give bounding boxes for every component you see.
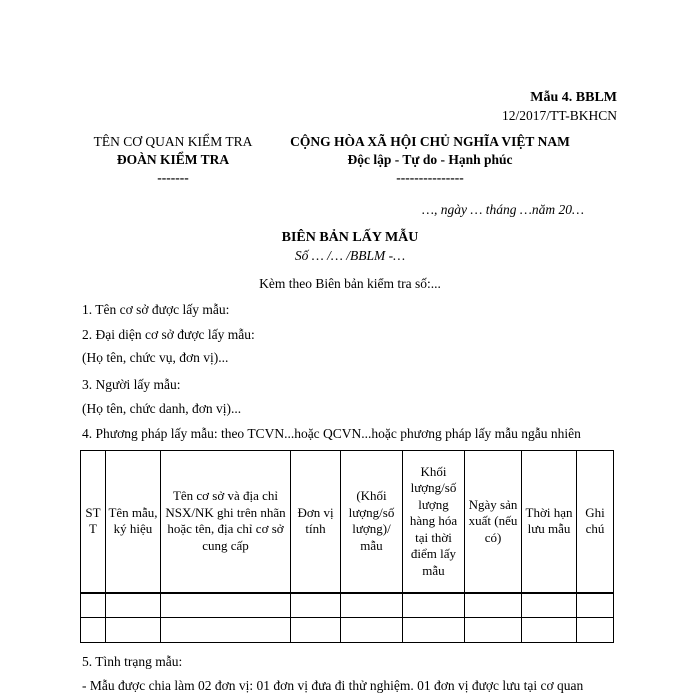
table-cell[interactable] xyxy=(106,593,161,618)
country-name: CỘNG HÒA XÃ HỘI CHỦ NGHĨA VIỆT NAM xyxy=(290,134,570,149)
field-sampler-details: (Họ tên, chức danh, đơn vị)... xyxy=(82,401,242,416)
table-cell[interactable] xyxy=(291,618,341,643)
header-goods-quantity: Khối lượng/số lượng hàng hóa tại thời điểm lấy mẫu xyxy=(403,451,465,593)
table-cell[interactable] xyxy=(341,593,403,618)
motto-divider: --------------- xyxy=(396,170,464,185)
table-cell[interactable] xyxy=(161,618,291,643)
attachment-reference: Kèm theo Biên bản kiểm tra số:... xyxy=(259,276,441,291)
table-cell[interactable] xyxy=(291,593,341,618)
national-motto-block xyxy=(265,133,595,187)
circular-reference: 12/2017/TT-BKHCN xyxy=(501,108,617,123)
field-representative-details: (Họ tên, chức vụ, đơn vị)... xyxy=(82,350,229,365)
field-facility-representative: 2. Đại diện cơ sở được lấy mẫu: xyxy=(82,327,255,342)
header-stt: STT xyxy=(81,451,106,593)
table-header-row xyxy=(81,451,614,593)
table-cell[interactable] xyxy=(465,618,522,643)
table-cell[interactable] xyxy=(577,618,614,643)
field-sampling-method: 4. Phương pháp lấy mẫu: theo TCVN...hoặc QCVN...hoặc phương pháp lấy mẫu ngẫu nhiên xyxy=(82,426,581,441)
header-sample-name: Tên mẫu, ký hiệu xyxy=(106,451,161,593)
table-cell[interactable] xyxy=(522,593,577,618)
header-unit: Đơn vị tính xyxy=(291,451,341,593)
table-cell[interactable] xyxy=(403,593,465,618)
field-sample-condition-detail: - Mẫu được chia làm 02 đơn vị: 01 đơn vị đưa đi thử nghiệm. 01 đơn vị được lưu tại cơ quan xyxy=(82,678,584,693)
agency-name: TÊN CƠ QUAN KIỂM TRA xyxy=(93,134,253,149)
field-sample-condition: 5. Tình trạng mẫu: xyxy=(82,654,183,669)
table-cell[interactable] xyxy=(577,593,614,618)
field-sampler: 3. Người lấy mẫu: xyxy=(82,377,181,392)
form-code: Mẫu 4. BBLM xyxy=(530,90,617,105)
date-line: …, ngày … tháng …năm 20… xyxy=(421,202,584,217)
table-row xyxy=(81,618,614,643)
header-notes: Ghi chú xyxy=(577,451,614,593)
table-cell[interactable] xyxy=(161,593,291,618)
header-production-date: Ngày sản xuất (nếu có) xyxy=(465,451,522,593)
table-cell[interactable] xyxy=(81,618,106,643)
header-producer: Tên cơ sở và địa chỉ NSX/NK ghi trên nhãn hoặc tên, địa chỉ cơ sở cung cấp xyxy=(161,451,291,593)
sample-table xyxy=(80,450,614,643)
motto: Độc lập - Tự do - Hạnh phúc xyxy=(347,152,513,167)
table-row xyxy=(81,593,614,618)
header-sample-quantity: (Khối lượng/số lượng)/ mẫu xyxy=(341,451,403,593)
inspection-team: ĐOÀN KIỂM TRA xyxy=(116,152,230,167)
table-cell[interactable] xyxy=(341,618,403,643)
document-title: BIÊN BẢN LẤY MẪU xyxy=(281,230,419,245)
field-facility-name: 1. Tên cơ sở được lấy mẫu: xyxy=(82,302,230,317)
header-retention-period: Thời hạn lưu mẫu xyxy=(522,451,577,593)
table-cell[interactable] xyxy=(106,618,161,643)
document-number: Số … /… /BBLM -… xyxy=(294,248,406,263)
agency-block xyxy=(83,133,263,187)
table-cell[interactable] xyxy=(403,618,465,643)
agency-divider: ------- xyxy=(157,170,189,185)
table-cell[interactable] xyxy=(522,618,577,643)
table-cell[interactable] xyxy=(81,593,106,618)
table-cell[interactable] xyxy=(465,593,522,618)
